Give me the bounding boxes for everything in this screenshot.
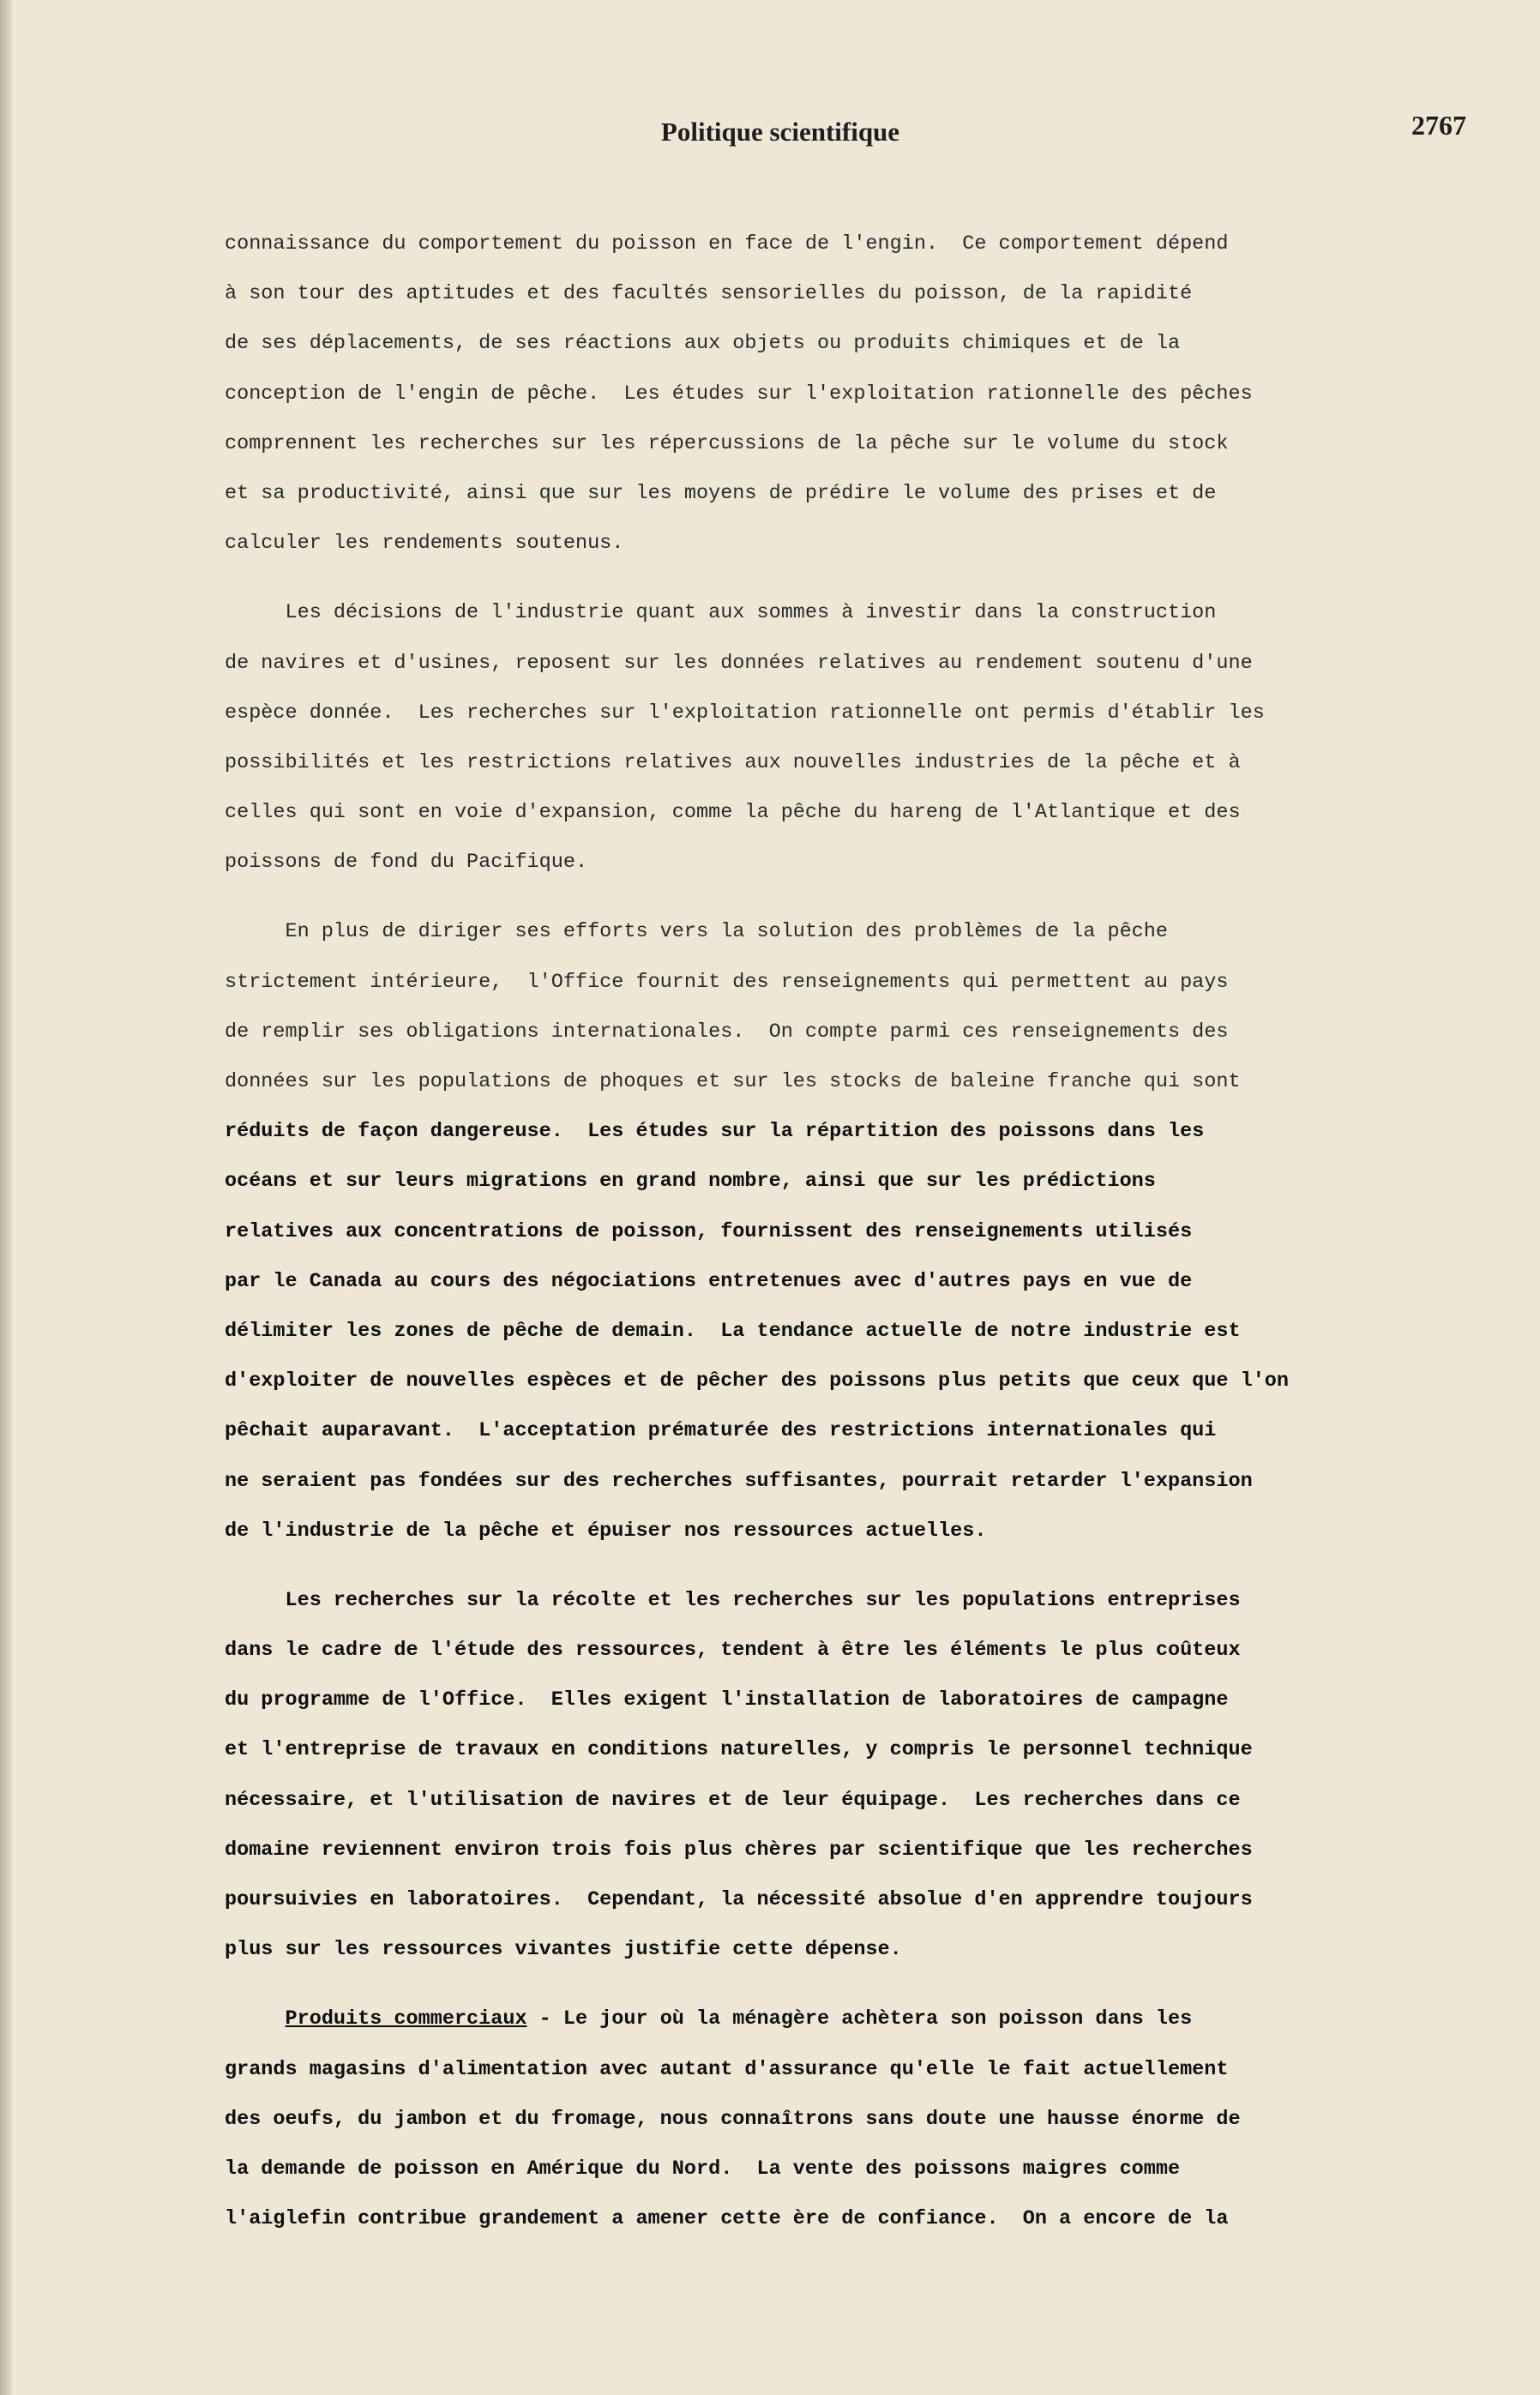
text-line: et l'entreprise de travaux en conditions naturelles, y compris le personnel technique	[225, 1738, 1253, 1762]
text-line: de ses déplacements, de ses réactions aux objets ou produits chimiques et de la	[225, 332, 1181, 356]
paragraph-4	[225, 1576, 1339, 1976]
text-line: conception de l'engin de pêche. Les études sur l'exploitation rationnelle des pêches	[225, 382, 1253, 406]
text-line: connaissance du comportement du poisson en face de l'engin. Ce comportement dépend	[225, 232, 1229, 256]
text-line: grands magasins d'alimentation avec autant d'assurance qu'elle le fait actuellement	[225, 2057, 1229, 2081]
text-line: du programme de l'Office. Elles exigent l'installation de laboratoires de campagne	[225, 1688, 1229, 1712]
text-line-continuation: - Le jour où la ménagère achètera son poisson dans les	[526, 2007, 1193, 2031]
text-line: relatives aux concentrations de poisson, fournissent des renseignements utilisés	[225, 1219, 1193, 1243]
text-line: celles qui sont en voie d'expansion, comme la pêche du hareng de l'Atlantique et des	[225, 801, 1241, 825]
text-line: données sur les populations de phoques et sur les stocks de baleine franche qui sont	[225, 1070, 1241, 1093]
paragraph-spacer	[225, 1556, 1339, 1576]
text-line: espèce donnée. Les recherches sur l'exploitation rationnelle ont permis d'établir les	[225, 701, 1265, 725]
text-line: à son tour des aptitudes et des facultés sensorielles du poisson, de la rapidité	[225, 282, 1193, 306]
text-line: domaine reviennent environ trois fois plus chères par scientifique que les recherches	[225, 1838, 1253, 1862]
text-line: de l'industrie de la pêche et épuiser nos ressources actuelles.	[225, 1519, 987, 1543]
text-line: l'aiglefin contribue grandement a amener cette ère de confiance. On a encore de la	[225, 2207, 1229, 2231]
paragraph-1	[225, 220, 1339, 569]
text-line: possibilités et les restrictions relatives aux nouvelles industries de la pêche et à	[225, 750, 1241, 774]
text-line: océans et sur leurs migrations en grand nombre, ainsi que sur les prédictions	[225, 1170, 1156, 1194]
text-line: des oeufs, du jambon et du fromage, nous connaîtrons sans doute une hausse énorme de	[225, 2107, 1241, 2131]
text-line: la demande de poisson en Amérique du Nord. La vente des poissons maigres comme	[225, 2157, 1181, 2181]
text-line: Les recherches sur la récolte et les recherches sur les populations entreprises	[225, 1588, 1241, 1612]
text-line: de remplir ses obligations internationales. On compte parmi ces renseignements des	[225, 1020, 1229, 1044]
text-line: strictement intérieure, l'Office fournit des renseignements qui permettent au pays	[225, 970, 1229, 994]
running-title: Politique scientifique	[660, 117, 900, 147]
body-text	[225, 220, 1339, 2244]
text-line: dans le cadre de l'étude des ressources, tendent à être les éléments le plus coûteux	[225, 1639, 1241, 1663]
text-line: nécessaire, et l'utilisation de navires et de leur équipage. Les recherches dans ce	[225, 1788, 1241, 1812]
paragraph-spacer	[225, 888, 1339, 907]
paragraph-2	[225, 588, 1339, 888]
text-line: poursuivies en laboratoires. Cependant, la nécessité absolue d'en apprendre toujours	[225, 1888, 1253, 1911]
text-line: et sa productivité, ainsi que sur les moyens de prédire le volume des prises et de	[225, 481, 1217, 505]
text-line: pêchait auparavant. L'acceptation prématurée des restrictions internationales qui	[225, 1419, 1217, 1443]
text-line: de navires et d'usines, reposent sur les données relatives au rendement soutenu d'une	[225, 651, 1253, 675]
text-line	[225, 1995, 1339, 2044]
paragraph-spacer	[225, 1975, 1339, 1995]
text-line: En plus de diriger ses efforts vers la solution des problèmes de la pêche	[225, 920, 1168, 944]
paragraph-5	[225, 1995, 1339, 2244]
text-line: calculer les rendements soutenus.	[225, 532, 624, 556]
text-line: comprennent les recherches sur les répercussions de la pêche sur le volume du stock	[225, 431, 1229, 455]
text-line: délimiter les zones de pêche de demain. La tendance actuelle de notre industrie est	[225, 1319, 1241, 1343]
text-line: par le Canada au cours des négociations entretenues avec d'autres pays en vue de	[225, 1269, 1193, 1293]
paragraph-spacer	[225, 569, 1339, 588]
text-line: Les décisions de l'industrie quant aux sommes à investir dans la construction	[225, 601, 1217, 625]
text-line: d'exploiter de nouvelles espèces et de pêcher des poissons plus petits que ceux que l'on	[225, 1369, 1290, 1393]
text-line: plus sur les ressources vivantes justifie cette dépense.	[225, 1938, 902, 1962]
section-heading: Produits commerciaux	[285, 2007, 527, 2031]
text-line: poissons de fond du Pacifique.	[225, 851, 588, 875]
paragraph-3	[225, 907, 1339, 1556]
page-number: 2767	[1411, 110, 1466, 141]
text-line: ne seraient pas fondées sur des recherches suffisantes, pourrait retarder l'expansion	[225, 1469, 1253, 1493]
page-binding-edge	[0, 0, 12, 2395]
text-line: réduits de façon dangereuse. Les études sur la répartition des poissons dans les	[225, 1120, 1205, 1144]
